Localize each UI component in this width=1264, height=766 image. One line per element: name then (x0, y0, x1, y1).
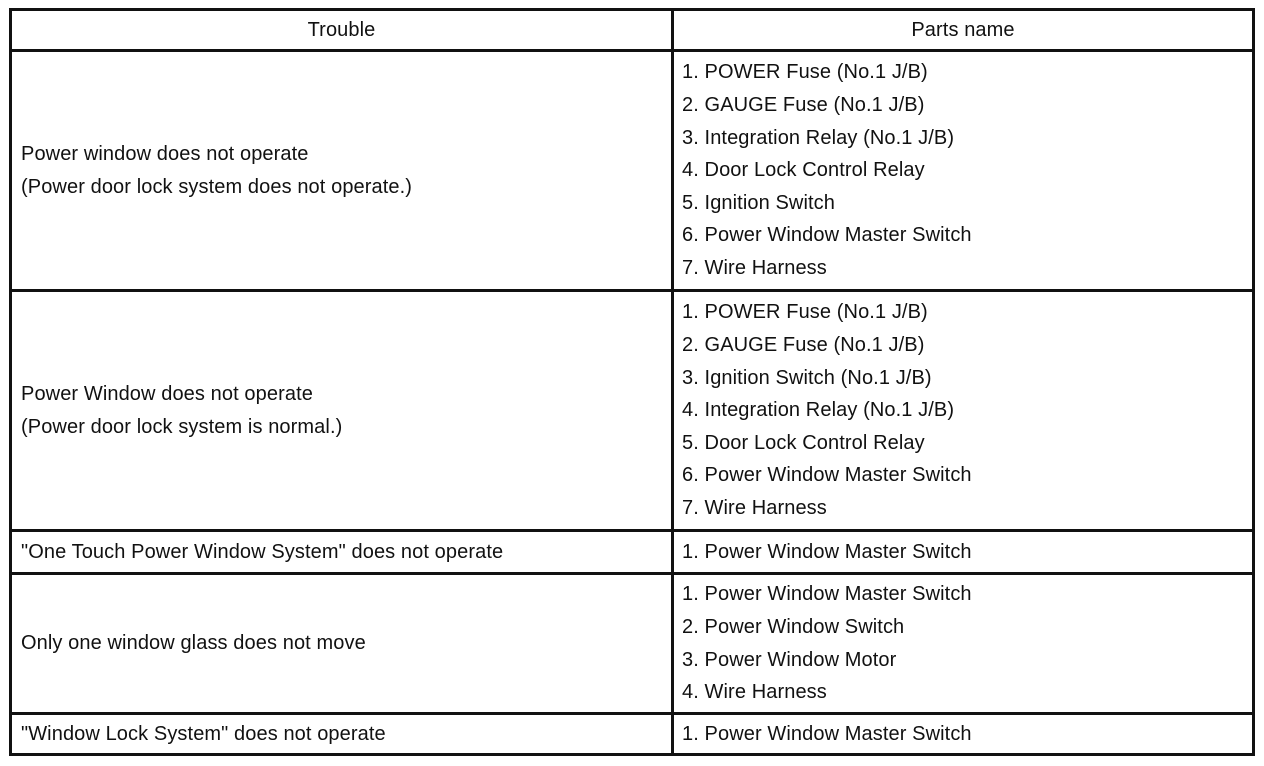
part-item: 1. POWER Fuse (No.1 J/B) (682, 61, 928, 84)
part-item: 3. Integration Relay (No.1 J/B) (682, 126, 955, 149)
trouble-cell (11, 51, 673, 291)
part-item: 1. Power Window Master Switch (682, 540, 972, 563)
trouble-text: (Power door lock system is normal.) (21, 415, 343, 438)
trouble-text: Power Window does not operate (21, 382, 313, 405)
trouble-cell (11, 574, 673, 714)
part-item: 5. Ignition Switch (682, 191, 835, 214)
table-row (11, 714, 1254, 755)
part-item: 6. Power Window Master Switch (682, 224, 972, 247)
part-item: 4. Wire Harness (682, 681, 827, 704)
parts-cell (673, 291, 1254, 531)
trouble-text: "Window Lock System" does not operate (21, 722, 386, 745)
trouble-cell (11, 714, 673, 755)
part-item: 4. Door Lock Control Relay (682, 159, 925, 182)
trouble-cell (11, 531, 673, 574)
part-item: 3. Power Window Motor (682, 648, 897, 671)
trouble-text: Only one window glass does not move (21, 632, 366, 654)
part-item: 1. Power Window Master Switch (682, 722, 972, 745)
parts-list (682, 718, 1252, 751)
trouble-text: "One Touch Power Window System" does not operate (21, 540, 504, 563)
part-item: 7. Wire Harness (682, 496, 827, 519)
part-item: 1. POWER Fuse (No.1 J/B) (682, 301, 928, 324)
part-item: 3. Ignition Switch (No.1 J/B) (682, 366, 932, 389)
trouble-text: Power window does not operate (21, 142, 309, 165)
part-item: 7. Wire Harness (682, 256, 827, 279)
table-row (11, 531, 1254, 574)
parts-list (682, 578, 1252, 708)
troubleshooting-table (9, 8, 1255, 756)
table-row (11, 574, 1254, 714)
parts-list (682, 56, 1252, 284)
table-row (11, 291, 1254, 531)
table-header-row (11, 10, 1254, 51)
parts-name-column-header: Parts name (673, 10, 1254, 51)
parts-cell (673, 51, 1254, 291)
parts-cell (673, 574, 1254, 714)
part-item: 1. Power Window Master Switch (682, 583, 972, 606)
parts-cell (673, 531, 1254, 574)
trouble-text: (Power door lock system does not operate.) (21, 175, 413, 198)
parts-cell (673, 714, 1254, 755)
part-item: 5. Door Lock Control Relay (682, 431, 925, 454)
part-item: 6. Power Window Master Switch (682, 464, 972, 487)
trouble-column-header: Trouble (11, 10, 673, 51)
parts-list (682, 296, 1252, 524)
part-item: 2. GAUGE Fuse (No.1 J/B) (682, 94, 925, 117)
part-item: 2. GAUGE Fuse (No.1 J/B) (682, 334, 925, 357)
part-item: 2. Power Window Switch (682, 615, 905, 638)
table-row (11, 51, 1254, 291)
parts-list (682, 536, 1252, 569)
trouble-cell (11, 291, 673, 531)
part-item: 4. Integration Relay (No.1 J/B) (682, 399, 955, 422)
